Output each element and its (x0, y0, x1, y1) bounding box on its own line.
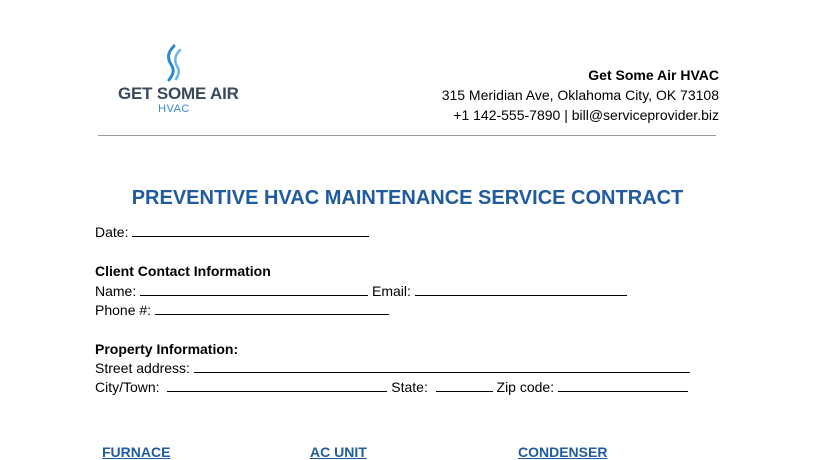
flame-icon (162, 44, 186, 82)
phone-row (95, 302, 389, 318)
date-row (95, 224, 369, 240)
company-logo (118, 44, 239, 116)
email-label: Email: (372, 283, 411, 299)
contract-title: PREVENTIVE HVAC MAINTENANCE SERVICE CONTRACT (131, 187, 684, 209)
zip-blank[interactable] (558, 379, 688, 392)
header-divider (98, 135, 716, 136)
email-blank[interactable] (415, 283, 627, 296)
state-blank[interactable] (436, 379, 493, 392)
company-address: 315 Meridian Ave, Oklahoma City, OK 73108 (441, 87, 719, 103)
company-info (442, 65, 719, 125)
phone-blank[interactable] (155, 302, 389, 315)
logo-subtitle: HVAC (158, 103, 190, 115)
street-row (95, 360, 690, 376)
street-label: Street address: (95, 360, 190, 376)
street-blank[interactable] (194, 360, 690, 373)
property-heading: Property Information: (95, 341, 239, 357)
column-heading-condenser: CONDENSER (518, 444, 608, 460)
name-blank[interactable] (140, 283, 368, 296)
city-label: City/Town: (95, 379, 160, 395)
date-blank[interactable] (132, 224, 369, 237)
client-heading: Client Contact Information (95, 263, 271, 279)
phone-label: Phone #: (95, 302, 152, 318)
column-heading-ac-unit: AC UNIT (310, 444, 367, 460)
company-name: Get Some Air HVAC (588, 67, 719, 83)
column-heading-furnace: FURNACE (102, 444, 171, 460)
date-label: Date: (95, 224, 129, 240)
city-blank[interactable] (167, 379, 387, 392)
state-label: State: (391, 379, 428, 395)
logo-name: GET SOME AIR (118, 84, 239, 103)
city-state-zip-row (95, 379, 688, 395)
name-email-row (95, 283, 627, 299)
name-label: Name: (95, 283, 137, 299)
company-contact: +1 142-555-7890 | bill@serviceprovider.biz (453, 107, 719, 123)
zip-label: Zip code: (496, 379, 555, 395)
